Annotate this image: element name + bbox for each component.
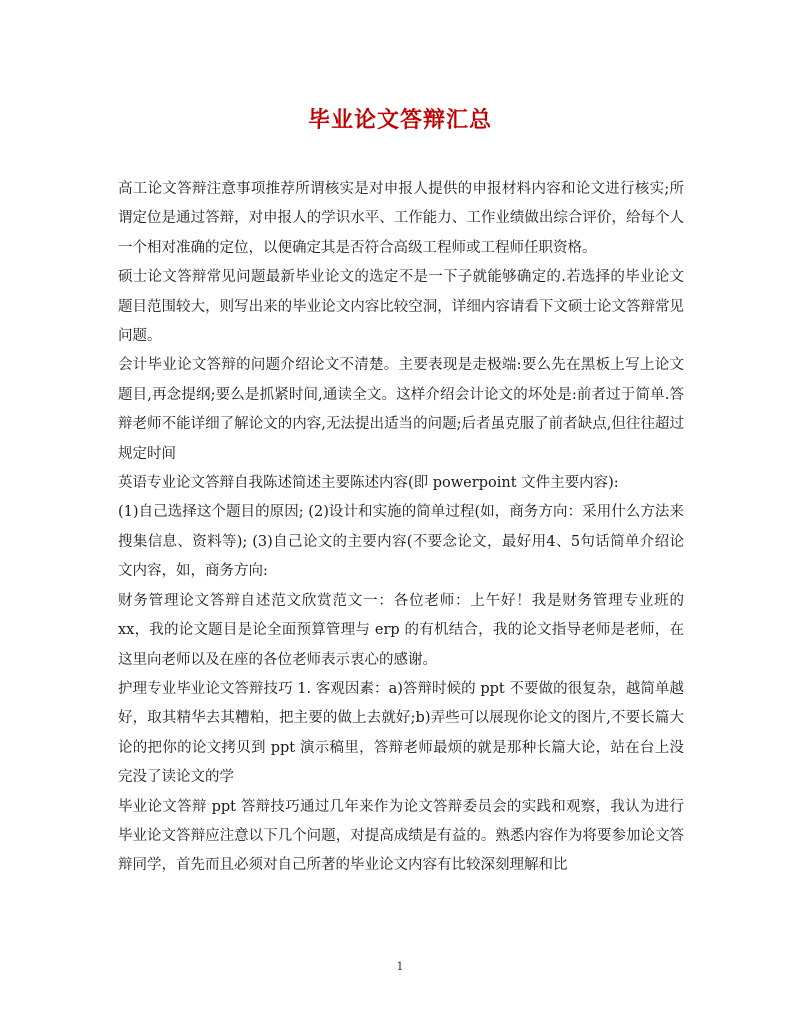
paragraph: 高工论文答辩注意事项推荐所谓核实是对申报人提供的申报材料内容和论文进行核实;所谓定位是通过答辩，对申报人的学识水平、工作能力、工作业绩做出综合评价，给每个人一个相对准确的定位，以便确定其是否符合高级工程师或工程师任职资格。 <box>118 181 684 256</box>
paragraph: 硕士论文答辩常见问题最新毕业论文的选定不是一下子就能够确定的.若选择的毕业论文题目范围较大，则写出来的毕业论文内容比较空洞，详细内容请看下文硕士论文答辩常见问题。 <box>118 269 684 345</box>
paragraph: (1)自己选择这个题目的原因; (2)设计和实施的简单过程(如，商务方向：采用什么方法来搜集信息、资料等); (3)自己论文的主要内容(不要念论文，最好用4、5句话简单介绍论文内容，如，商务方向: <box>118 504 684 580</box>
page-number: 1 <box>396 960 404 973</box>
document-title: 毕业论文答辩汇总 <box>307 107 492 133</box>
document-body <box>118 175 684 881</box>
paragraph: 毕业论文答辩 ppt 答辩技巧通过几年来作为论文答辩委员会的实践和观察，我认为进行毕业论文答辩应注意以下几个问题，对提高成绩是有益的。熟悉内容作为将要参加论文答辩同学，首先而且必须对自己所著的毕业论文内容有比较深刻理解和比 <box>118 798 684 874</box>
paragraph: 英语专业论文答辩自我陈述简述主要陈述内容(即 powerpoint 文件主要内容): <box>118 475 619 492</box>
paragraph: 护理专业毕业论文答辩技巧 1. 客观因素：a)答辩时候的 ppt 不要做的很复杂，越简单越好，取其精华去其糟粕，把主要的做上去就好;b)弄些可以展现你论文的图片,不要长篇大论的把你的论文拷贝到 ppt 演示稿里，答辩老师最烦的就是那种长篇大论，站在台上没完没了读论文的学 <box>118 680 684 786</box>
paragraph: 会计毕业论文答辩的问题介绍论文不清楚。主要表现是走极端:要么先在黑板上写上论文题目,再念提纲;要么是抓紧时间,通读全文。这样介绍会计论文的坏处是:前者过于简单.答辩老师不能详细了解论文的内容,无法提出适当的问题;后者虽克服了前者缺点,但往往超过规定时间 <box>118 357 684 462</box>
paragraph: 财务管理论文答辩自述范文欣赏范文一：各位老师：上午好！我是财务管理专业班的 xx，我的论文题目是论全面预算管理与 erp 的有机结合，我的论文指导老师是老师，在这里向老师以及在座的各位老师表示衷心的感谢。 <box>118 592 684 668</box>
